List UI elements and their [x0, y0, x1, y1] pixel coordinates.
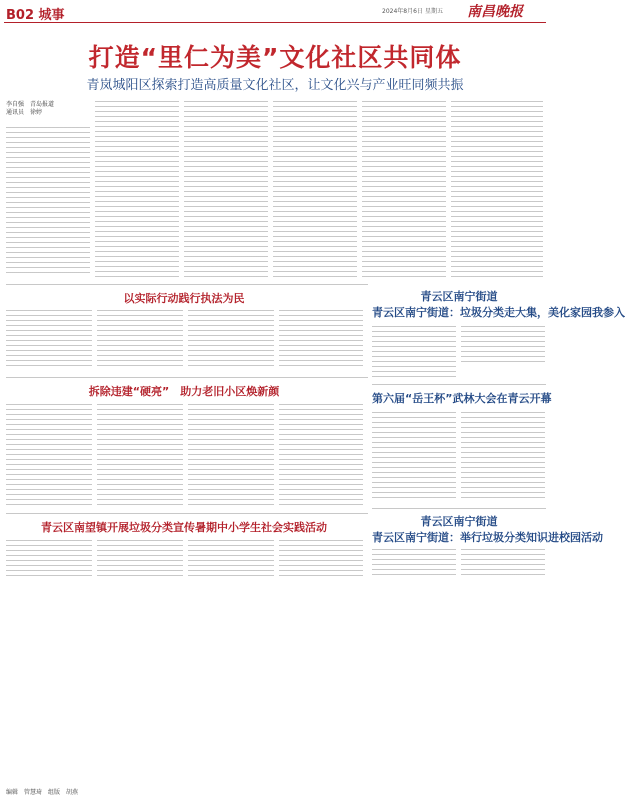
article-5-col-1: [372, 412, 456, 502]
divider-1: [6, 284, 368, 285]
main-story-col-4: [273, 101, 357, 277]
article-2-col-2: [97, 404, 183, 507]
article-6-title: 青云区南宁街道：举行垃圾分类知识进校园活动: [372, 531, 603, 544]
divider-5: [372, 508, 546, 509]
page-code: B02: [6, 8, 34, 23]
article-3-col-2: [97, 540, 183, 576]
newspaper-logo: 南昌晚报: [467, 4, 523, 20]
main-story-col-2: [95, 101, 179, 277]
main-headline: 打造“里仁为美”文化社区共同体: [88, 43, 462, 72]
byline-reporter: 李自强 青岛报道: [6, 101, 55, 108]
article-5-col-2: [461, 412, 545, 502]
article-6-kicker: 青云区南宁街道: [420, 515, 498, 528]
article-2-col-3: [188, 404, 274, 507]
article-4-kicker: 青云区南宁街道: [420, 290, 498, 303]
article-6-col-1: [372, 549, 456, 577]
header-rule: [4, 22, 546, 23]
issue-date: 2024年8月6日: [382, 8, 423, 15]
main-subhead: 青岚城阳区探索打造高质量文化社区，让文化兴与产业旺同频共振: [86, 78, 464, 93]
article-1-col-4: [279, 310, 363, 370]
article-4-col-2: [461, 326, 545, 362]
article-5-title: 第六届“岳王杯”武林大会在青云开幕: [372, 392, 552, 405]
page-section-label: [6, 4, 65, 23]
article-2-title: 拆除违建“硬亮” 助力老旧小区焕新颜: [88, 385, 280, 398]
main-story-col-6: [451, 101, 543, 277]
article-1-col-1: [6, 310, 92, 370]
main-story-col-5: [362, 101, 446, 277]
byline: [6, 101, 54, 117]
article-1-title: 以实际行动践行执法为民: [123, 292, 245, 305]
article-3-col-3: [188, 540, 274, 576]
article-3-col-4: [279, 540, 363, 576]
divider-3: [6, 513, 368, 514]
main-story-col-3: [184, 101, 268, 277]
divider-4: [372, 384, 546, 385]
article-4-title: 青云区南宁街道：垃圾分类走大集，美化家园我参入: [372, 306, 625, 319]
article-4-col-1: [372, 326, 456, 378]
byline-correspondent: 通讯员 徐婷: [6, 109, 43, 116]
issue-weekday: 星期五: [425, 8, 444, 15]
article-6-col-2: [461, 549, 545, 577]
article-3-title: 青云区南望镇开展垃圾分类宣传暑期中小学生社会实践活动: [41, 521, 327, 534]
article-3-col-1: [6, 540, 92, 576]
divider-2: [6, 377, 368, 378]
article-2-col-1: [6, 404, 92, 507]
article-1-col-2: [97, 310, 183, 370]
footer-credits: 编辑 管慧琦 组版 胡燕: [6, 789, 79, 796]
article-2-col-4: [279, 404, 363, 507]
main-story-col-1: [6, 127, 90, 277]
section-name: 城事: [38, 8, 65, 23]
article-1-col-3: [188, 310, 274, 370]
